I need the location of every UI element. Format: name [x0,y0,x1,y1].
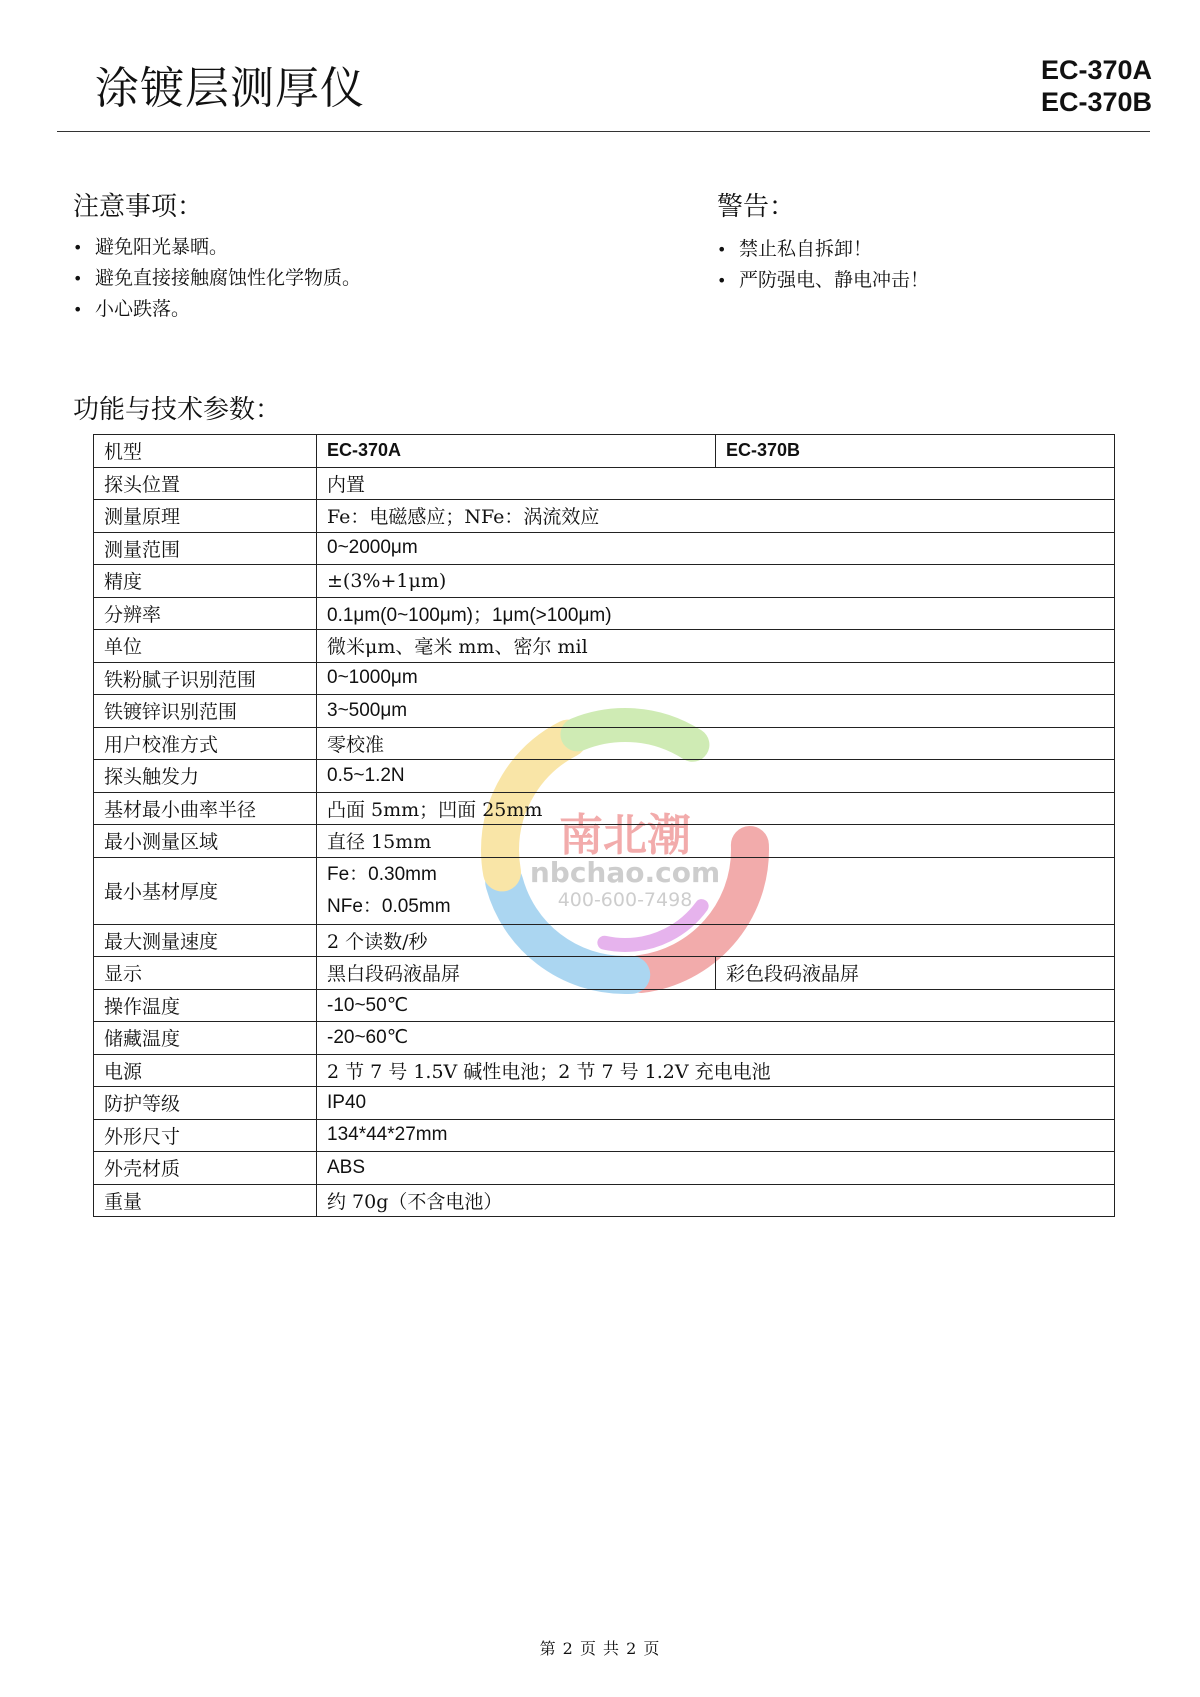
spec-value: 3~500μm [317,695,1115,728]
notes-list [73,232,361,325]
spec-label: 重量 [94,1184,317,1217]
spec-label: 电源 [94,1054,317,1087]
list-item: • 避免直接接触腐蚀性化学物质。 [73,263,361,294]
table-row [94,1152,1115,1185]
table-row [94,989,1115,1022]
spec-value-line: Fe：0.30mm [327,863,437,885]
spec-value: ±(3%+1μm) [317,565,1115,598]
spec-label: 外壳材质 [94,1152,317,1185]
spec-label: 基材最小曲率半径 [94,792,317,825]
spec-label: 防护等级 [94,1087,317,1120]
spec-label: 最小测量区域 [94,825,317,858]
spec-label: 最小基材厚度 [94,857,317,924]
table-row [94,500,1115,533]
warnings-list [717,234,929,296]
spec-label: 探头触发力 [94,760,317,793]
table-row [94,792,1115,825]
spec-value: 直径 15mm [317,825,1115,858]
spec-value [317,857,1115,924]
table-row [94,435,1115,468]
page-number: 第 2 页 共 2 页 [539,1639,661,1658]
spec-label: 显示 [94,957,317,990]
table-row [94,825,1115,858]
spec-value: -20~60℃ [317,1022,1115,1055]
spec-label: 用户校准方式 [94,727,317,760]
spec-label: 精度 [94,565,317,598]
table-row [94,957,1115,990]
spec-value-line: NFe：0.05mm [327,895,451,917]
watermark-brand: 南北潮 [559,810,691,861]
spec-value-a: 黑白段码液晶屏 [317,957,716,990]
table-row [94,1022,1115,1055]
table-row [94,727,1115,760]
spec-value: 134*44*27mm [317,1119,1115,1152]
spec-model-b: EC-370B [716,435,1115,468]
spec-label: 分辨率 [94,597,317,630]
spec-model-a: EC-370A [317,435,716,468]
spec-value: 0~2000μm [317,532,1115,565]
model-numbers [1041,54,1152,118]
model-number-b: EC-370B [1040,87,1152,117]
spec-value: -10~50℃ [317,989,1115,1022]
table-row [94,1087,1115,1120]
table-row [94,1184,1115,1217]
table-row [94,857,1115,924]
spec-label: 储藏温度 [94,1022,317,1055]
spec-value: ABS [317,1152,1115,1185]
table-row [94,924,1115,957]
table-row [94,662,1115,695]
table-row [94,1119,1115,1152]
spec-label: 机型 [94,435,317,468]
table-row [94,630,1115,663]
spec-label: 测量原理 [94,500,317,533]
spec-label: 探头位置 [94,467,317,500]
table-row [94,695,1115,728]
list-item: • 严防强电、静电冲击！ [717,265,929,296]
spec-value: 2 节 7 号 1.5V 碱性电池；2 节 7 号 1.2V 充电电池 [317,1054,1115,1087]
table-row [94,532,1115,565]
spec-value: Fe：电磁感应；NFe：涡流效应 [317,500,1115,533]
spec-value: 微米μm、毫米 mm、密尔 mil [317,630,1115,663]
spec-label: 测量范围 [94,532,317,565]
spec-value: 0~1000μm [317,662,1115,695]
header-divider [57,131,1150,132]
list-item: • 避免阳光暴晒。 [73,232,361,263]
spec-value: 凸面 5mm；凹面 25mm [317,792,1115,825]
spec-label: 外形尺寸 [94,1119,317,1152]
spec-value: 约 70g（不含电池） [317,1184,1115,1217]
spec-value: 0.5~1.2N [317,760,1115,793]
list-item: • 禁止私自拆卸！ [717,234,929,265]
spec-value: IP40 [317,1087,1115,1120]
watermark-phone: 400-600-7498 [557,889,693,911]
model-number-a: EC-370A [1040,55,1152,85]
warnings-heading: 警告： [717,192,796,222]
specs-table [93,434,1115,1217]
document-title: 涂镀层测厚仪 [95,63,365,114]
table-row [94,597,1115,630]
spec-label: 操作温度 [94,989,317,1022]
spec-label: 单位 [94,630,317,663]
list-item: • 小心跌落。 [73,294,361,325]
spec-value-b: 彩色段码液晶屏 [716,957,1115,990]
spec-label: 铁粉腻子识别范围 [94,662,317,695]
watermark-site: nbchao.com [529,856,721,889]
spec-value: 内置 [317,467,1115,500]
spec-value: 零校准 [317,727,1115,760]
table-row [94,565,1115,598]
spec-label: 最大测量速度 [94,924,317,957]
notes-heading: 注意事项： [73,192,204,222]
table-row [94,1054,1115,1087]
table-row [94,467,1115,500]
table-row [94,760,1115,793]
spec-value: 0.1μm(0~100μm)；1μm(>100μm) [317,597,1115,630]
spec-value: 2 个读数/秒 [317,924,1115,957]
specs-heading: 功能与技术参数： [73,395,282,425]
spec-label: 铁镀锌识别范围 [94,695,317,728]
